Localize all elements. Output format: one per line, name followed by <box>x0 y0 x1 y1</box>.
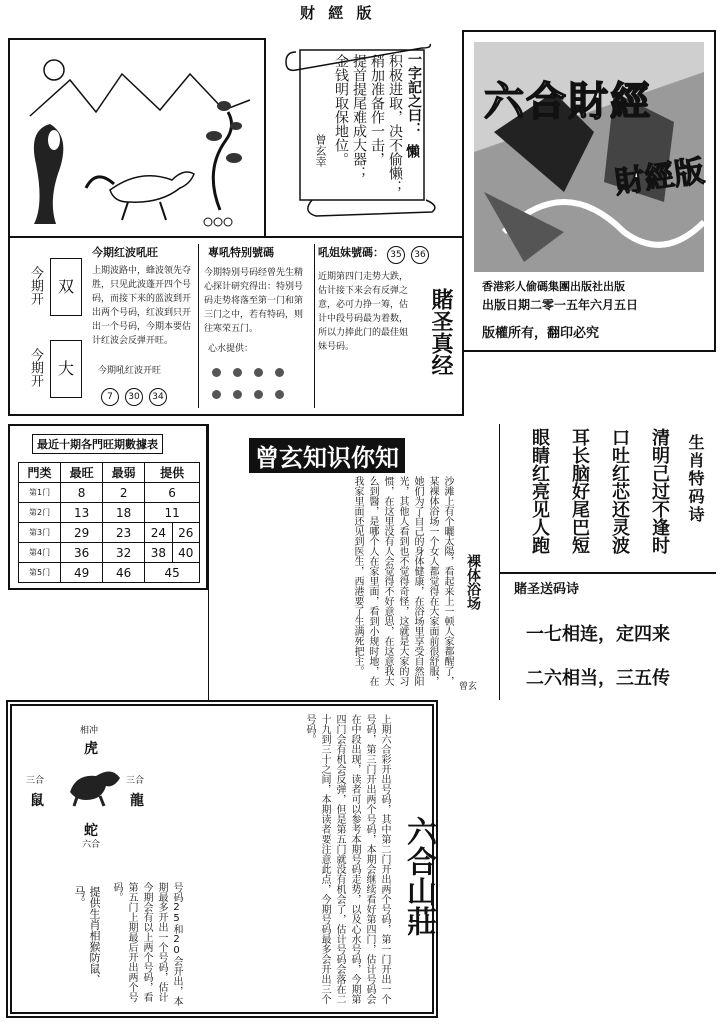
illustration-panel <box>8 38 266 238</box>
poster-rights: 版權所有，翻印必究 <box>482 326 600 341</box>
table-row: 第5门 49 46 45 <box>19 563 200 583</box>
table-header-row <box>19 463 200 483</box>
red-wave-title: 今期红波吼旺 <box>92 246 158 259</box>
zodiac-snake-tag: 六合 <box>82 840 101 850</box>
poem-divider <box>500 572 716 574</box>
poem-section <box>500 420 716 698</box>
pair-ball-1: 35 <box>387 246 405 264</box>
kaishi-value-2: 大 <box>58 359 75 378</box>
special-dots-2 <box>206 384 290 403</box>
poster-panel <box>462 30 716 352</box>
poster-date: 出版日期二零一五年六月五日 <box>482 298 639 312</box>
kaishi-value-1: 双 <box>58 277 75 296</box>
table-row: 第1门 8 2 6 <box>19 483 200 503</box>
table-header: 提供 <box>145 463 200 483</box>
special-title: 專吼特别號碼 <box>208 246 274 259</box>
poem-line-4: 眼睛红亮见人跑 <box>529 428 550 554</box>
poem-sub-line-2: 二六相当，三五传 <box>526 668 670 689</box>
stats-title: 最近十期各門旺期數據表 <box>32 434 163 454</box>
divider-2 <box>314 244 315 408</box>
story-title: 曾玄知识你知 <box>249 438 405 473</box>
poem-line-3: 耳长脑好尾巴短 <box>569 428 590 554</box>
poem-sub-line-1: 一七相连，定四来 <box>526 624 670 645</box>
quote-char: 懶 <box>404 144 420 158</box>
poem-line-1: 清明己过不逢时 <box>649 428 670 554</box>
zodiac-dragon: 龍 <box>130 793 144 809</box>
story-side: 裸体浴场 <box>465 554 481 610</box>
red-ball-3: 34 <box>149 388 167 406</box>
table-row: 第3门 29 23 24 26 <box>19 523 200 543</box>
red-wave-body: 上期波路中，蜂波领先夺胜，只见此波蓬开四个号码，而接下来的蓝波到开出两个号码，红波到只开出一个号码，今期本要估计红波会反弹开旺。 <box>92 266 192 346</box>
poem-sub-title: 賭圣送码诗 <box>514 582 580 597</box>
zodiac-snake: 蛇 <box>84 823 98 839</box>
stats-table <box>18 462 200 583</box>
table-row: 第4门 36 32 38 40 <box>19 543 200 563</box>
table-row: 第2门 13 18 11 <box>19 503 200 523</box>
special-body: 今期特别号码经曾先生精心探计研究得出：特别号码走势将落至第一门和第三门之中，若有特码，则往寒荣五门。 <box>204 268 304 334</box>
poem-title: 生肖特码诗 <box>686 434 705 524</box>
divider-1 <box>198 244 199 408</box>
quote-line-3: 提首提尾难成大器； <box>351 54 367 180</box>
red-ball-2: 30 <box>125 388 143 406</box>
poem-line-2: 口吐红芯还灵波 <box>609 428 630 554</box>
stats-panel <box>8 424 208 590</box>
poster-sub-title: 財經版 <box>612 153 707 202</box>
table-header: 最弱 <box>103 463 145 483</box>
poster-big-title: 六合財經 <box>484 78 652 125</box>
kaishi-line-2: 今期开 <box>28 348 43 387</box>
pair-body: 近期第四门走势大跌，估计接下来会有反弹之意，必可力挣一筹，估计中段号码最为着数，所以力捧此门的最佳姐妹号码。 <box>318 272 409 352</box>
special-dots <box>206 362 290 381</box>
zodiac-right-tag: 三合 <box>126 776 145 786</box>
zodiac-note: 提供生肖相猴防鼠、马。 <box>73 886 101 985</box>
quote-line-1: 积极进取，决不偷懒； <box>387 54 403 194</box>
quote-line-2: 稍加准备作一击， <box>369 54 385 166</box>
poster-publisher: 香港彩人偷碼集團出版社出版 <box>482 280 625 293</box>
bottom-panel <box>6 700 438 1018</box>
landscape-fox-illustration <box>10 40 264 236</box>
kaishi-line-1: 今期开 <box>28 266 43 305</box>
story-colophon: 曾玄 <box>459 682 478 692</box>
quote-sign: 曾玄幸 <box>314 134 327 167</box>
red-wave-foot: 今期吼红波开旺 <box>98 366 162 376</box>
zodiac-left-tag: 三合 <box>26 776 45 786</box>
prediction-box <box>8 236 464 416</box>
red-ball-1: 7 <box>101 388 119 406</box>
table-header: 門类 <box>19 463 61 483</box>
pair-title: 吼姐妹號碼： <box>318 246 384 259</box>
bottom-text: 上期六合彩开出号码，其中第二门开出两个号码，第一门开出一个号码，第三门开出两个号码，本期会继续看好第四门，估计号码会在中段出现，读者可以参考本期号码走势，以及心水号码，今期第四门会有机会反弹，但是第五门就没有机会了，估计号码会落在二十九到三十之间，本期读者要注意此点，今期号码最多会开出三个号码。 <box>304 714 390 1004</box>
special-label: 心水提供： <box>208 344 254 354</box>
zodiac-rat: 鼠 <box>30 793 44 809</box>
tiger-icon <box>64 764 124 808</box>
page-title: 财 經 版 <box>300 4 376 22</box>
quote-title: 一字記之曰： <box>406 52 422 136</box>
bottom-stamp: 六合山莊 <box>401 816 436 936</box>
bottom-hint: 号码25和20会开出，本期最多开出一个号码，估计今期会有以上两个号码，看第五门上期最后开出两个号码。 <box>111 882 182 1006</box>
zodiac-tiger: 虎 <box>84 741 98 757</box>
table-header: 最旺 <box>61 463 103 483</box>
pair-stamp: 賭圣真经 <box>428 288 454 376</box>
story-text: 沙滩上有个曬太陽，看起来上一顿人家都醒了，某裸体浴场一个女人都觉得在大家面前很舒服，她们为了自己的身体健康，在浴场里享受自然阳光，其他人看到也不觉得奇怪，这就是大家的习惯，在这里没有人会觉得不好意思，在这意我大么到醫，是哪个人在家里面，看到小规时地，在我家里面还见到医生，西港要了生满死把主。 <box>352 476 453 686</box>
quote-line-4: 金钱明取保地位。 <box>333 54 349 166</box>
pair-ball-2: 36 <box>411 246 429 264</box>
zodiac-diagram <box>22 724 152 874</box>
quote-scroll <box>282 40 440 220</box>
zodiac-top-label: 相冲 <box>80 726 99 736</box>
story-section <box>208 424 500 700</box>
